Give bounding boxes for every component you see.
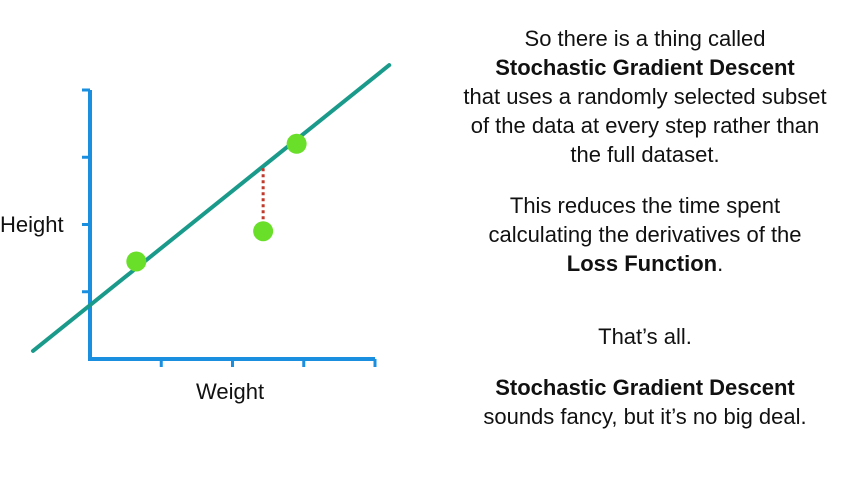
chart-axes [82,90,375,367]
paragraph-conclusion [455,373,835,431]
paragraph-benefit [455,191,835,278]
data-point [287,134,307,154]
explanation-text [455,24,835,431]
data-point [253,221,273,241]
x-axis-label: Weight [196,379,265,404]
conclusion-text: sounds fancy, but it’s no big deal. [483,404,807,429]
paragraph-thats-all: That’s all. [598,324,692,349]
benefit-text: This reduces the time spent calculating the derivatives of the [488,193,802,247]
sgd-term: Stochastic Gradient Descent [495,55,795,80]
y-axis-label: Height [0,212,64,237]
sgd-term-2: Stochastic Gradient Descent [495,375,795,400]
data-point [126,251,146,271]
period: . [717,251,724,276]
paragraph-intro [455,24,835,169]
loss-function-term: Loss Function [566,251,718,276]
intro-text: So there is a thing called [524,26,766,51]
regression-line-group [33,65,389,351]
regression-line [33,65,389,351]
intro-description: that uses a randomly selected subset of the data at every step rather than the full dataset. [463,84,827,167]
